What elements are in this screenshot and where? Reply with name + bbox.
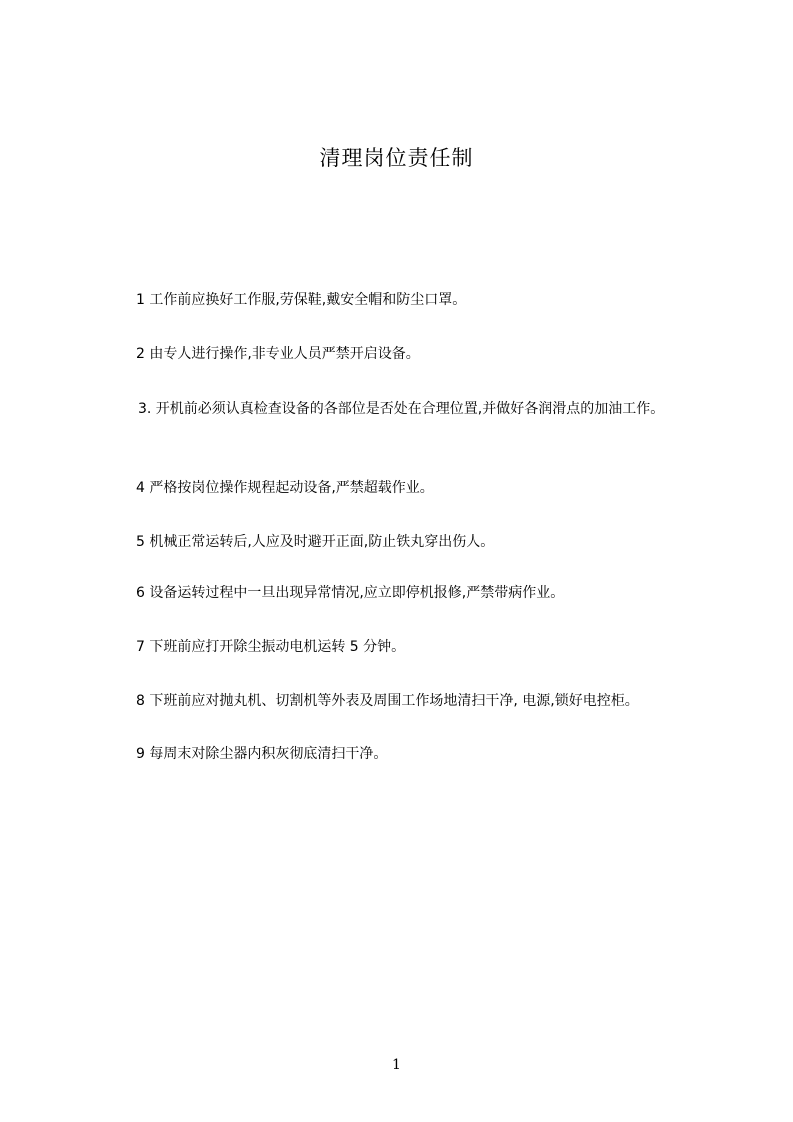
duty-item-9: 9 每周末对除尘器内积灰彻底清扫干净。 <box>136 746 388 762</box>
duty-item-2: 2 由专人进行操作,非专业人员严禁开启设备。 <box>136 346 420 362</box>
duty-item-6: 6 设备运转过程中一旦出现异常情况,应立即停机报修,严禁带病作业。 <box>136 585 565 601</box>
duty-item-3: 3. 开机前必须认真检查设备的各部位是否处在合理位置,并做好各润滑点的加油工作。 <box>138 401 665 417</box>
duty-item-5: 5 机械正常运转后,人应及时避开正面,防止铁丸穿出伤人。 <box>136 534 495 550</box>
duty-item-1: 1 工作前应换好工作服,劳保鞋,戴安全帽和防尘口罩。 <box>136 292 467 308</box>
duty-item-4: 4 严格按岗位操作规程起动设备,严禁超载作业。 <box>136 480 434 496</box>
duty-item-7: 7 下班前应打开除尘振动电机运转 5 分钟。 <box>136 639 406 655</box>
page-number: 1 <box>392 1057 401 1073</box>
duty-item-8: 8 下班前应对抛丸机、切割机等外表及周围工作场地清扫干净, 电源,锁好电控柜。 <box>136 693 639 709</box>
document-title: 清理岗位责任制 <box>319 146 474 170</box>
